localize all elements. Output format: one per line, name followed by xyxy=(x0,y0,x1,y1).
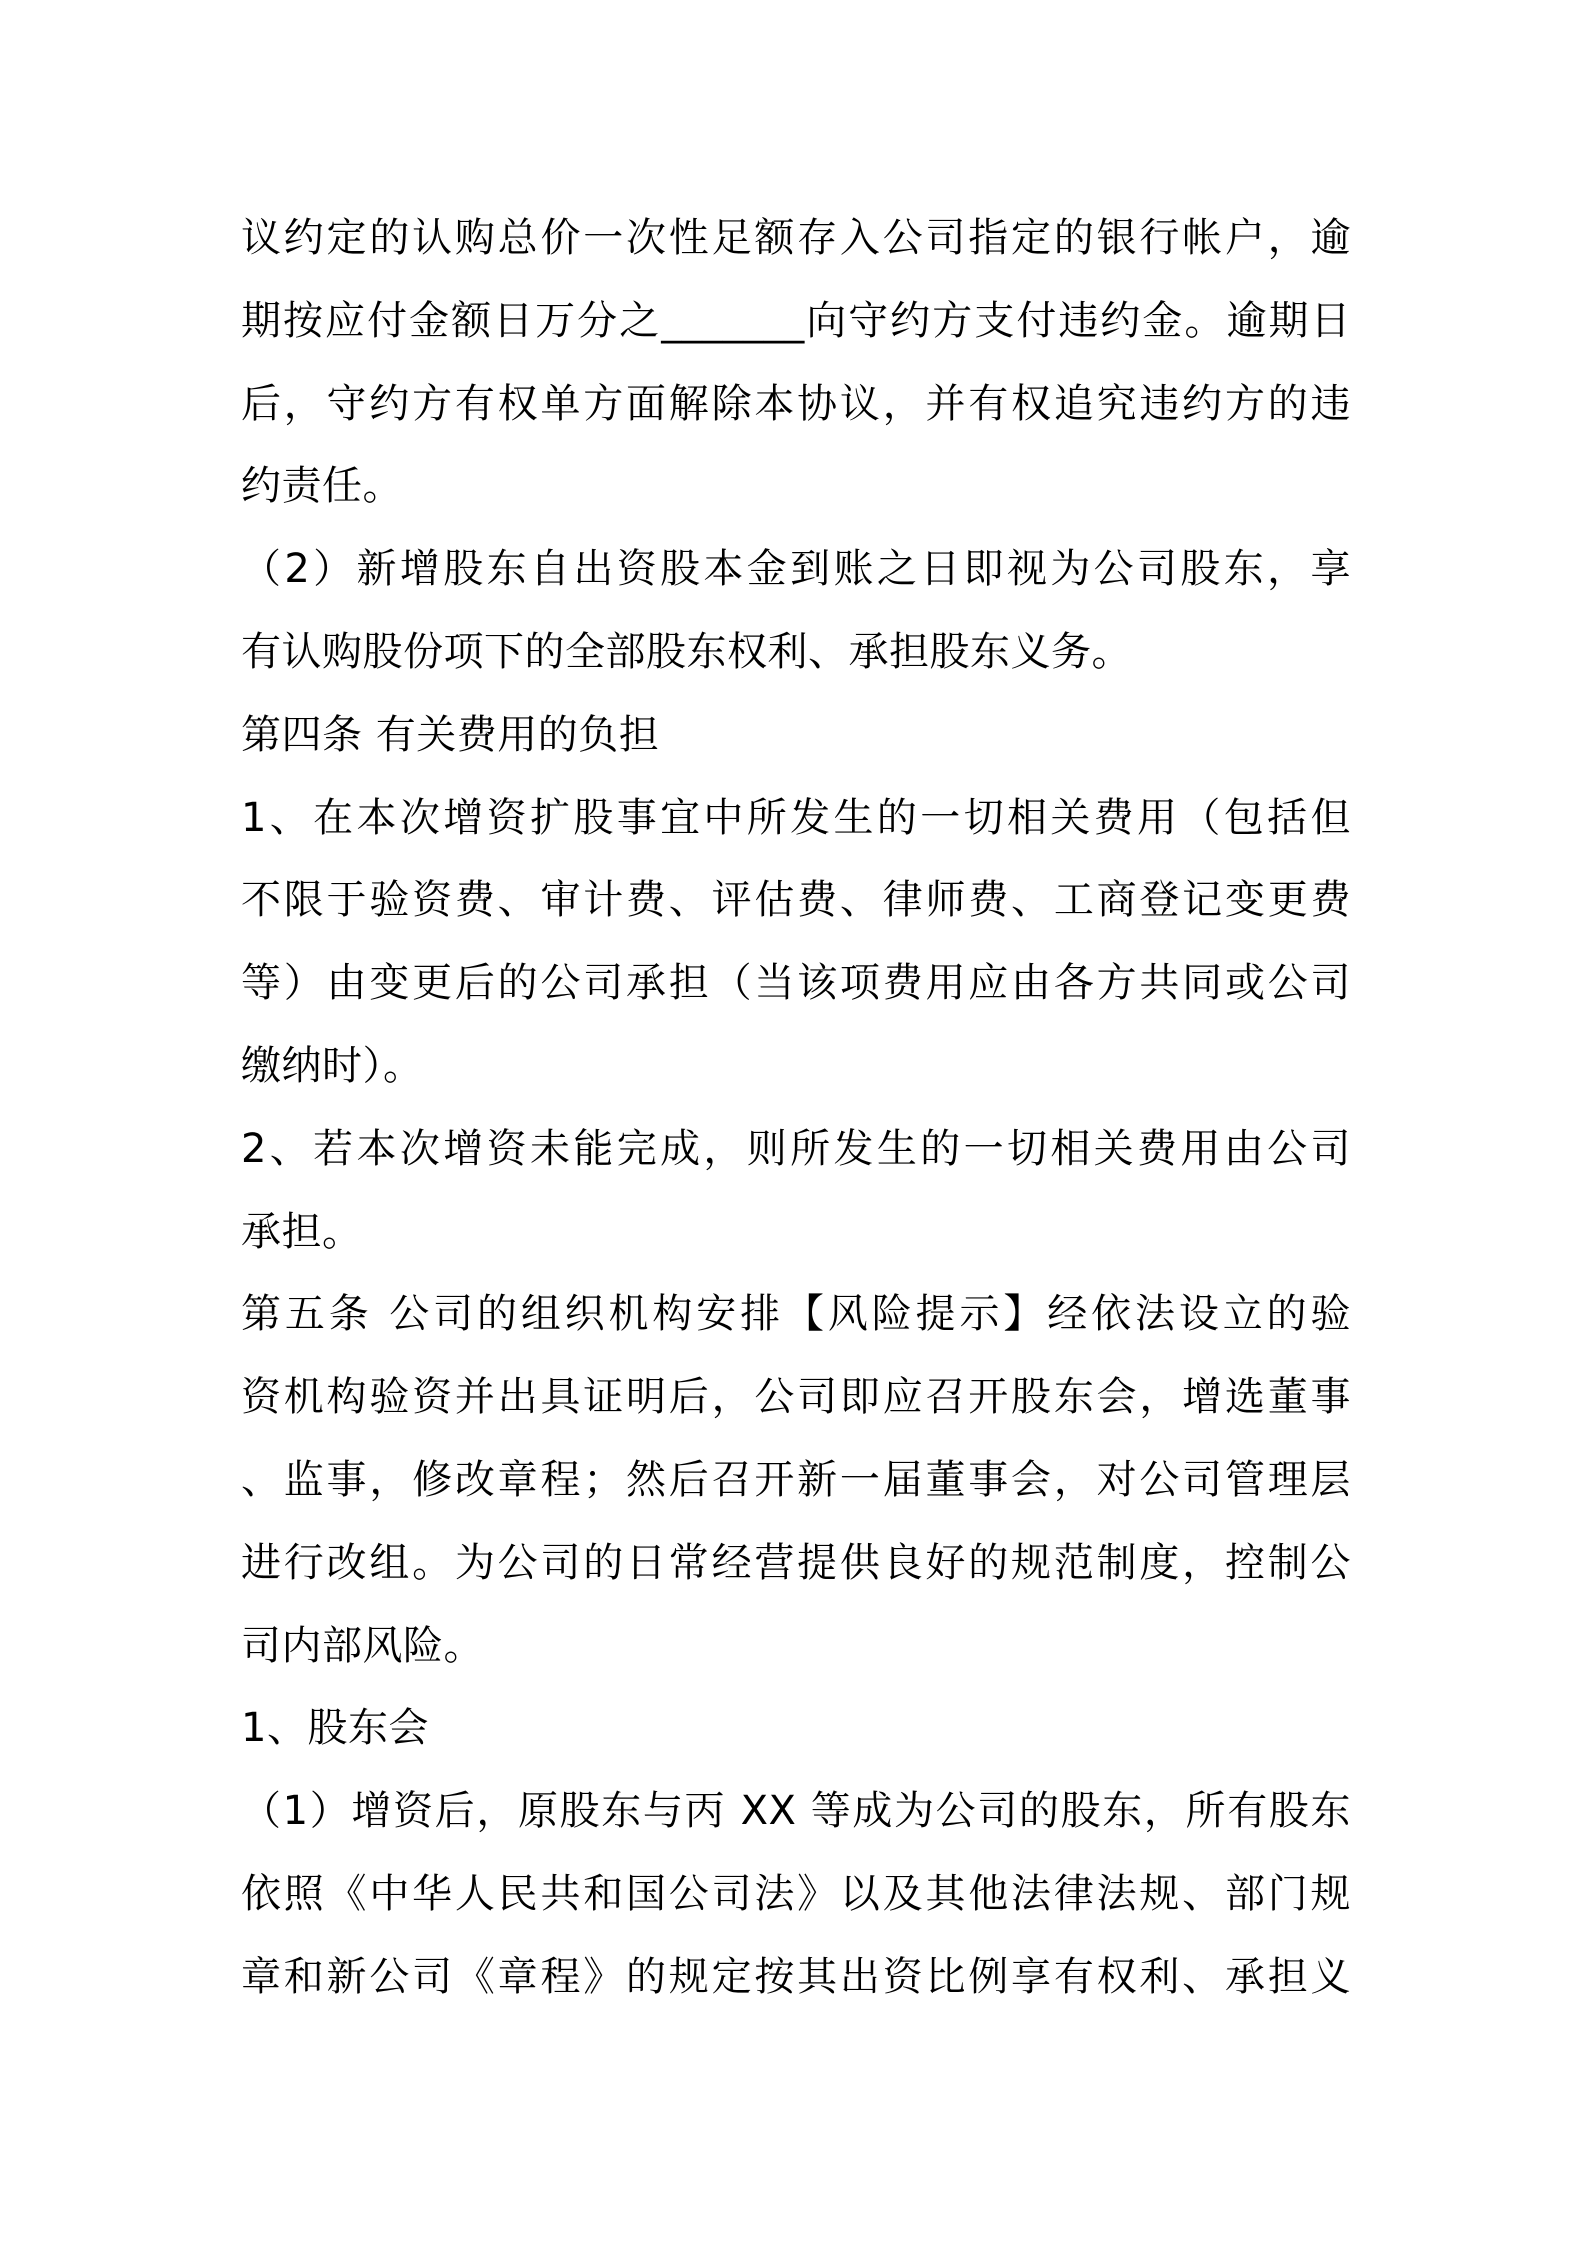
text-line: 缴纳时）。 xyxy=(241,1042,424,1089)
text-line: 有认购股份项下的全部股东权利、承担股东义务。 xyxy=(241,628,1132,675)
text-line: 期按应付金额日万分之_______向守约方支付违约金。逾期日 xyxy=(241,297,1351,344)
text-line: 后，守约方有权单方面解除本协议，并有权追究违约方的违 xyxy=(241,380,1351,427)
text-line: 、监事，修改章程；然后召开新一届董事会，对公司管理层 xyxy=(241,1456,1351,1503)
text-line: （1）增资后，原股东与丙 XX 等成为公司的股东，所有股东 xyxy=(241,1788,1351,1835)
text-line: 不限于验资费、审计费、评估费、律师费、工商登记变更费 xyxy=(241,877,1351,924)
text-line: 依照《中华人民共和国公司法》以及其他法律法规、部门规 xyxy=(241,1870,1351,1917)
text-line: 司内部风险。 xyxy=(241,1622,484,1669)
text-line: 1、在本次增资扩股事宜中所发生的一切相关费用（包括但 xyxy=(241,794,1351,841)
text-line: 约责任。 xyxy=(241,463,403,510)
text-line: 进行改组。为公司的日常经营提供良好的规范制度，控制公 xyxy=(241,1539,1351,1586)
text-line: 议约定的认购总价一次性足额存入公司指定的银行帐户，逾 xyxy=(241,215,1351,261)
text-line: 承担。 xyxy=(241,1208,363,1255)
section-heading: 第四条 有关费用的负担 xyxy=(241,711,660,758)
text-line: 资机构验资并出具证明后，公司即应召开股东会，增选董事 xyxy=(241,1374,1351,1421)
text-line: （2）新增股东自出资股本金到账之日即视为公司股东，享 xyxy=(241,546,1351,593)
subsection-heading: 1、股东会 xyxy=(241,1705,429,1752)
text-line: 等）由变更后的公司承担（当该项费用应由各方共同或公司 xyxy=(241,960,1351,1007)
document-body xyxy=(241,197,1351,2019)
text-line: 章和新公司《章程》的规定按其出资比例享有权利、承担义 xyxy=(241,1953,1351,2000)
section-heading: 第五条 公司的组织机构安排【风险提示】经依法设立的验 xyxy=(241,1291,1351,1338)
text-line: 2、若本次增资未能完成，则所发生的一切相关费用由公司 xyxy=(241,1125,1351,1172)
